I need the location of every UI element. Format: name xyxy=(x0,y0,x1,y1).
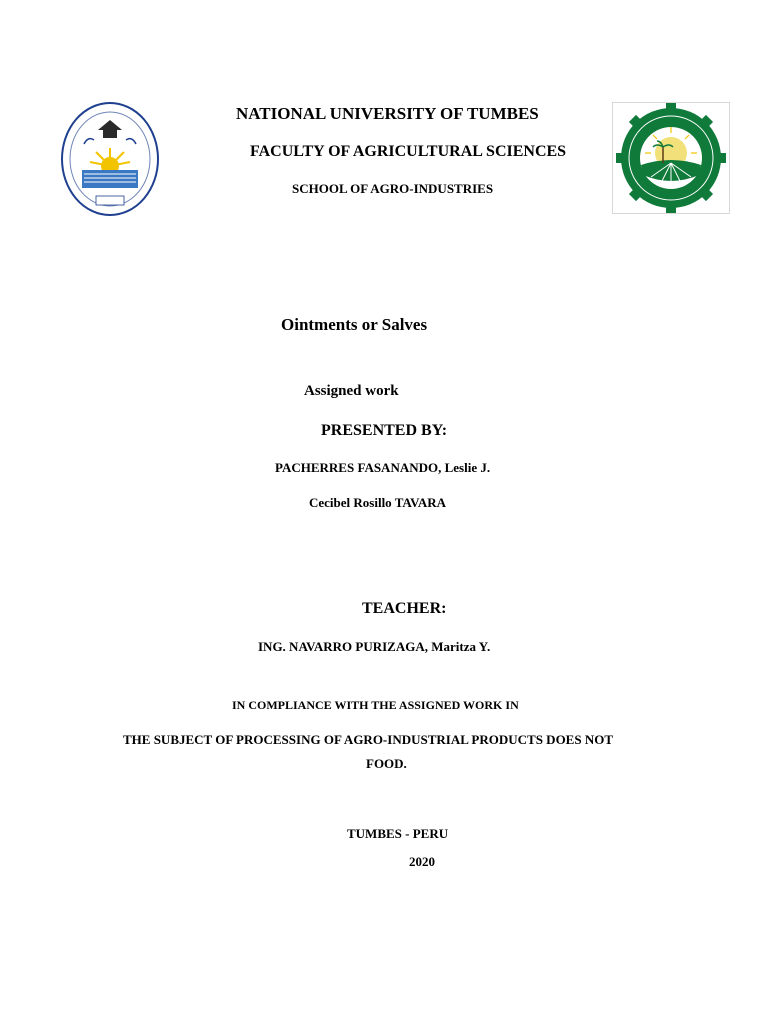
university-seal-icon xyxy=(60,100,160,218)
location: TUMBES - PERU xyxy=(347,826,449,841)
school-name: SCHOOL OF AGRO-INDUSTRIES xyxy=(292,181,494,196)
assignment-label: Assigned work xyxy=(304,383,399,399)
teacher-label: TEACHER: xyxy=(362,600,447,617)
subject-text-line-1: THE SUBJECT OF PROCESSING OF AGRO-INDUSTRIAL PRODUCTS DOES NOT xyxy=(123,732,614,747)
year: 2020 xyxy=(409,854,435,869)
document-title: Ointments or Salves xyxy=(281,315,428,334)
university-name: NATIONAL UNIVERSITY OF TUMBES xyxy=(236,104,539,123)
teacher-name: ING. NAVARRO PURIZAGA, Maritza Y. xyxy=(258,639,491,654)
author-name: PACHERRES FASANANDO, Leslie J. xyxy=(275,460,491,475)
subject-text-line-2: FOOD. xyxy=(366,756,407,771)
faculty-name: FACULTY OF AGRICULTURAL SCIENCES xyxy=(250,143,567,160)
author-name: Cecibel Rosillo TAVARA xyxy=(309,495,446,510)
presented-by-label: PRESENTED BY: xyxy=(321,422,448,439)
compliance-text: IN COMPLIANCE WITH THE ASSIGNED WORK IN xyxy=(232,698,519,712)
faculty-seal-icon xyxy=(612,102,730,214)
